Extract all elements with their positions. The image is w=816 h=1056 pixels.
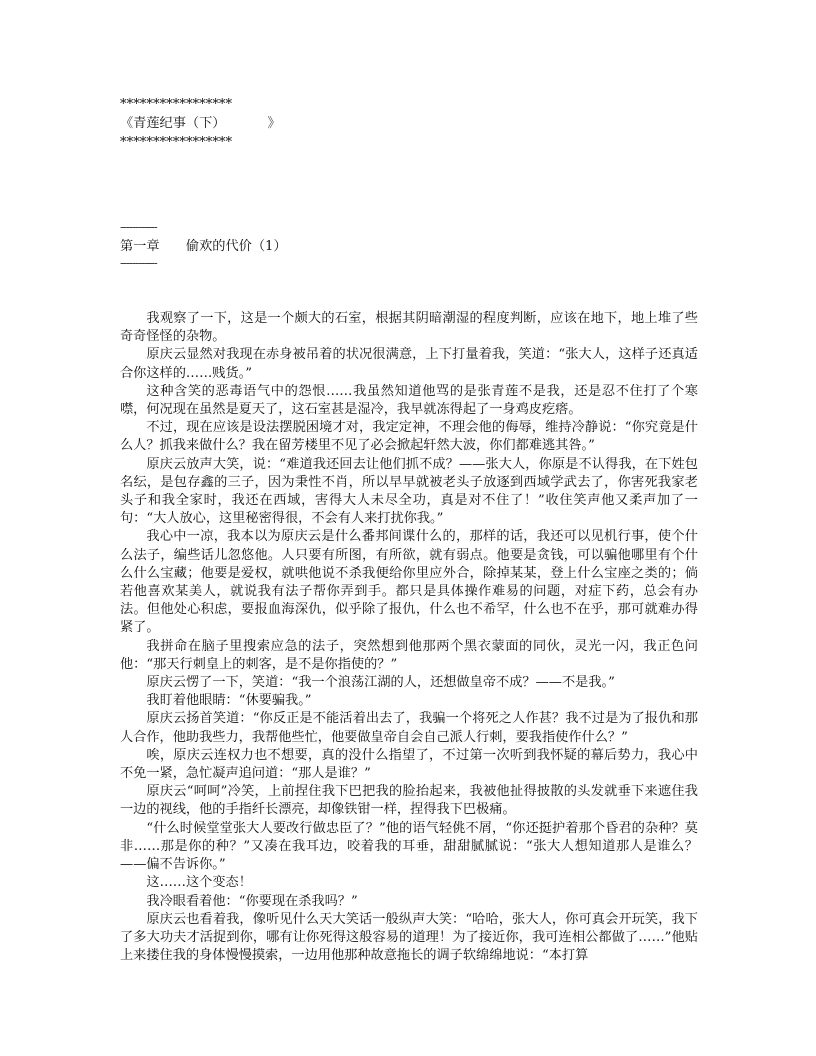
paragraph: 我心中一凉，我本以为原庆云是什么番邦间谍什么的，那样的话，我还可以见机行事，使个什么法子，编些话儿忽悠他。人只要有所图，有所欲，就有弱点。他要是贪钱，可以骗他哪里有个什么什么宝藏；他要是爱权，就哄他说不杀我便给你里应外合，除掉某某，登上什么宝座之类的；倘若他喜欢某美人，就说我有法子帮你弄到手。都只是具体操作难易的问题，对症下药，总会有办法。但他处心积虑，要报血海深仇，似乎除了报仇，什么也不希罕，什么也不在乎，那可就难办得紧了。 (120, 529, 698, 636)
paragraph: 原庆云扬首笑道：“你反正是不能活着出去了，我骗一个将死之人作甚？我不过是为了报仇和那人合作，他助我些力，我帮他些忙，他要做皇帝自会自己派人行刺，要我指使作什么？” (120, 711, 698, 745)
paragraph: 原庆云“呵呵”冷笑，上前捏住我下巴把我的脸抬起来，我被他扯得披散的头发就垂下来遮住我一边的视线，他的手指纤长漂亮，却像铁钳一样，捏得我下巴极痛。 (120, 784, 698, 818)
paragraph: 唉，原庆云连权力也不想要，真的没什么指望了，不过第一次听到我怀疑的幕后势力，我心中不免一紧，急忙凝声追问道：“那人是谁？” (120, 747, 698, 782)
chapter-rule-top: ------------ (120, 220, 157, 234)
paragraph: 我观察了一下，这是一个颇大的石室，根据其阴暗潮湿的程度判断，应该在地下，地上堆了些奇奇怪怪的杂物。 (120, 311, 698, 345)
paragraph: 我盯着他眼睛：“休要骗我。” (146, 693, 312, 709)
paragraph: “什么时候堂堂张大人要改行做忠臣了？”他的语气轻佻不屑，“你还挺护着那个昏君的杂种？莫非……那是你的种？”又凑在我耳边，咬着我的耳垂，甜甜腻腻说：“张大人想知道那人是谁么？——偏不告诉你。” (120, 820, 698, 873)
header-stars-top: ***************** (120, 97, 233, 112)
paragraph: 我拼命在脑子里搜索应急的法子，突然想到他那两个黑衣蒙面的同伙，灵光一闪，我正色问他：“那天行刺皇上的刺客，是不是你指使的？” (120, 638, 698, 672)
paragraph: 我冷眼看着他：“你要现在杀我吗？” (146, 893, 358, 909)
chapter-body (120, 310, 698, 965)
book-title: 《青莲纪事（下） 》 (120, 116, 281, 131)
header-stars-bottom: ***************** (120, 135, 233, 150)
paragraph: 这种含笑的恶毒语气中的怨恨……我虽然知道他骂的是张青莲不是我，还是忍不住打了个寒噤，何况现在虽然是夏天了，这石室甚是湿冷，我早就冻得起了一身鸡皮疙瘩。 (120, 383, 698, 418)
document-page (120, 95, 698, 965)
chapter-rule-bottom: ------------ (120, 256, 157, 270)
paragraph: 原庆云也看着我，像听见什么天大笑话一般纵声大笑：“哈哈，张大人，你可真会开玩笑，我下了多大功夫才活捉到你，哪有让你死得这般容易的道理！为了接近你，我可连相公都做了……”他贴上来搂住我的身体慢慢摸索，一边用他那种故意拖长的调子软绵绵地说：“本打算 (120, 911, 698, 964)
chapter-title: 第一章 偷欢的代价（1） (120, 239, 287, 254)
paragraph: 原庆云显然对我现在赤身被吊着的状况很满意，上下打量着我，笑道：“张大人，这样子还真适合你这样的……贱货。” (120, 347, 698, 381)
paragraph: 这……这个变态！ (146, 875, 252, 891)
paragraph: 不过，现在应该是设法摆脱困境才对，我定定神，不理会他的侮辱，维持冷静说：“你究竟是什么人？抓我来做什么？我在留芳楼里不见了必会掀起轩然大波，你们都难逃其咎。” (120, 420, 698, 454)
paragraph: 原庆云愣了一下，笑道：“我一个浪荡江湖的人，还想做皇帝不成？——不是我。” (146, 675, 615, 691)
paragraph: 原庆云放声大笑，说：“难道我还回去让他们抓不成？——张大人，你原是不认得我，在下姓包名纭，是包存鑫的三子，因为秉性不肖，所以早早就被老头子放逐到西域学武去了，你害死我家老头子和我全家时，我还在西域，害得大人未尽全功，真是对不住了！”收住笑声他又柔声加了一句：“大人放心，这里秘密得很，不会有人来打扰你我。” (120, 456, 698, 527)
spacer (120, 152, 698, 220)
